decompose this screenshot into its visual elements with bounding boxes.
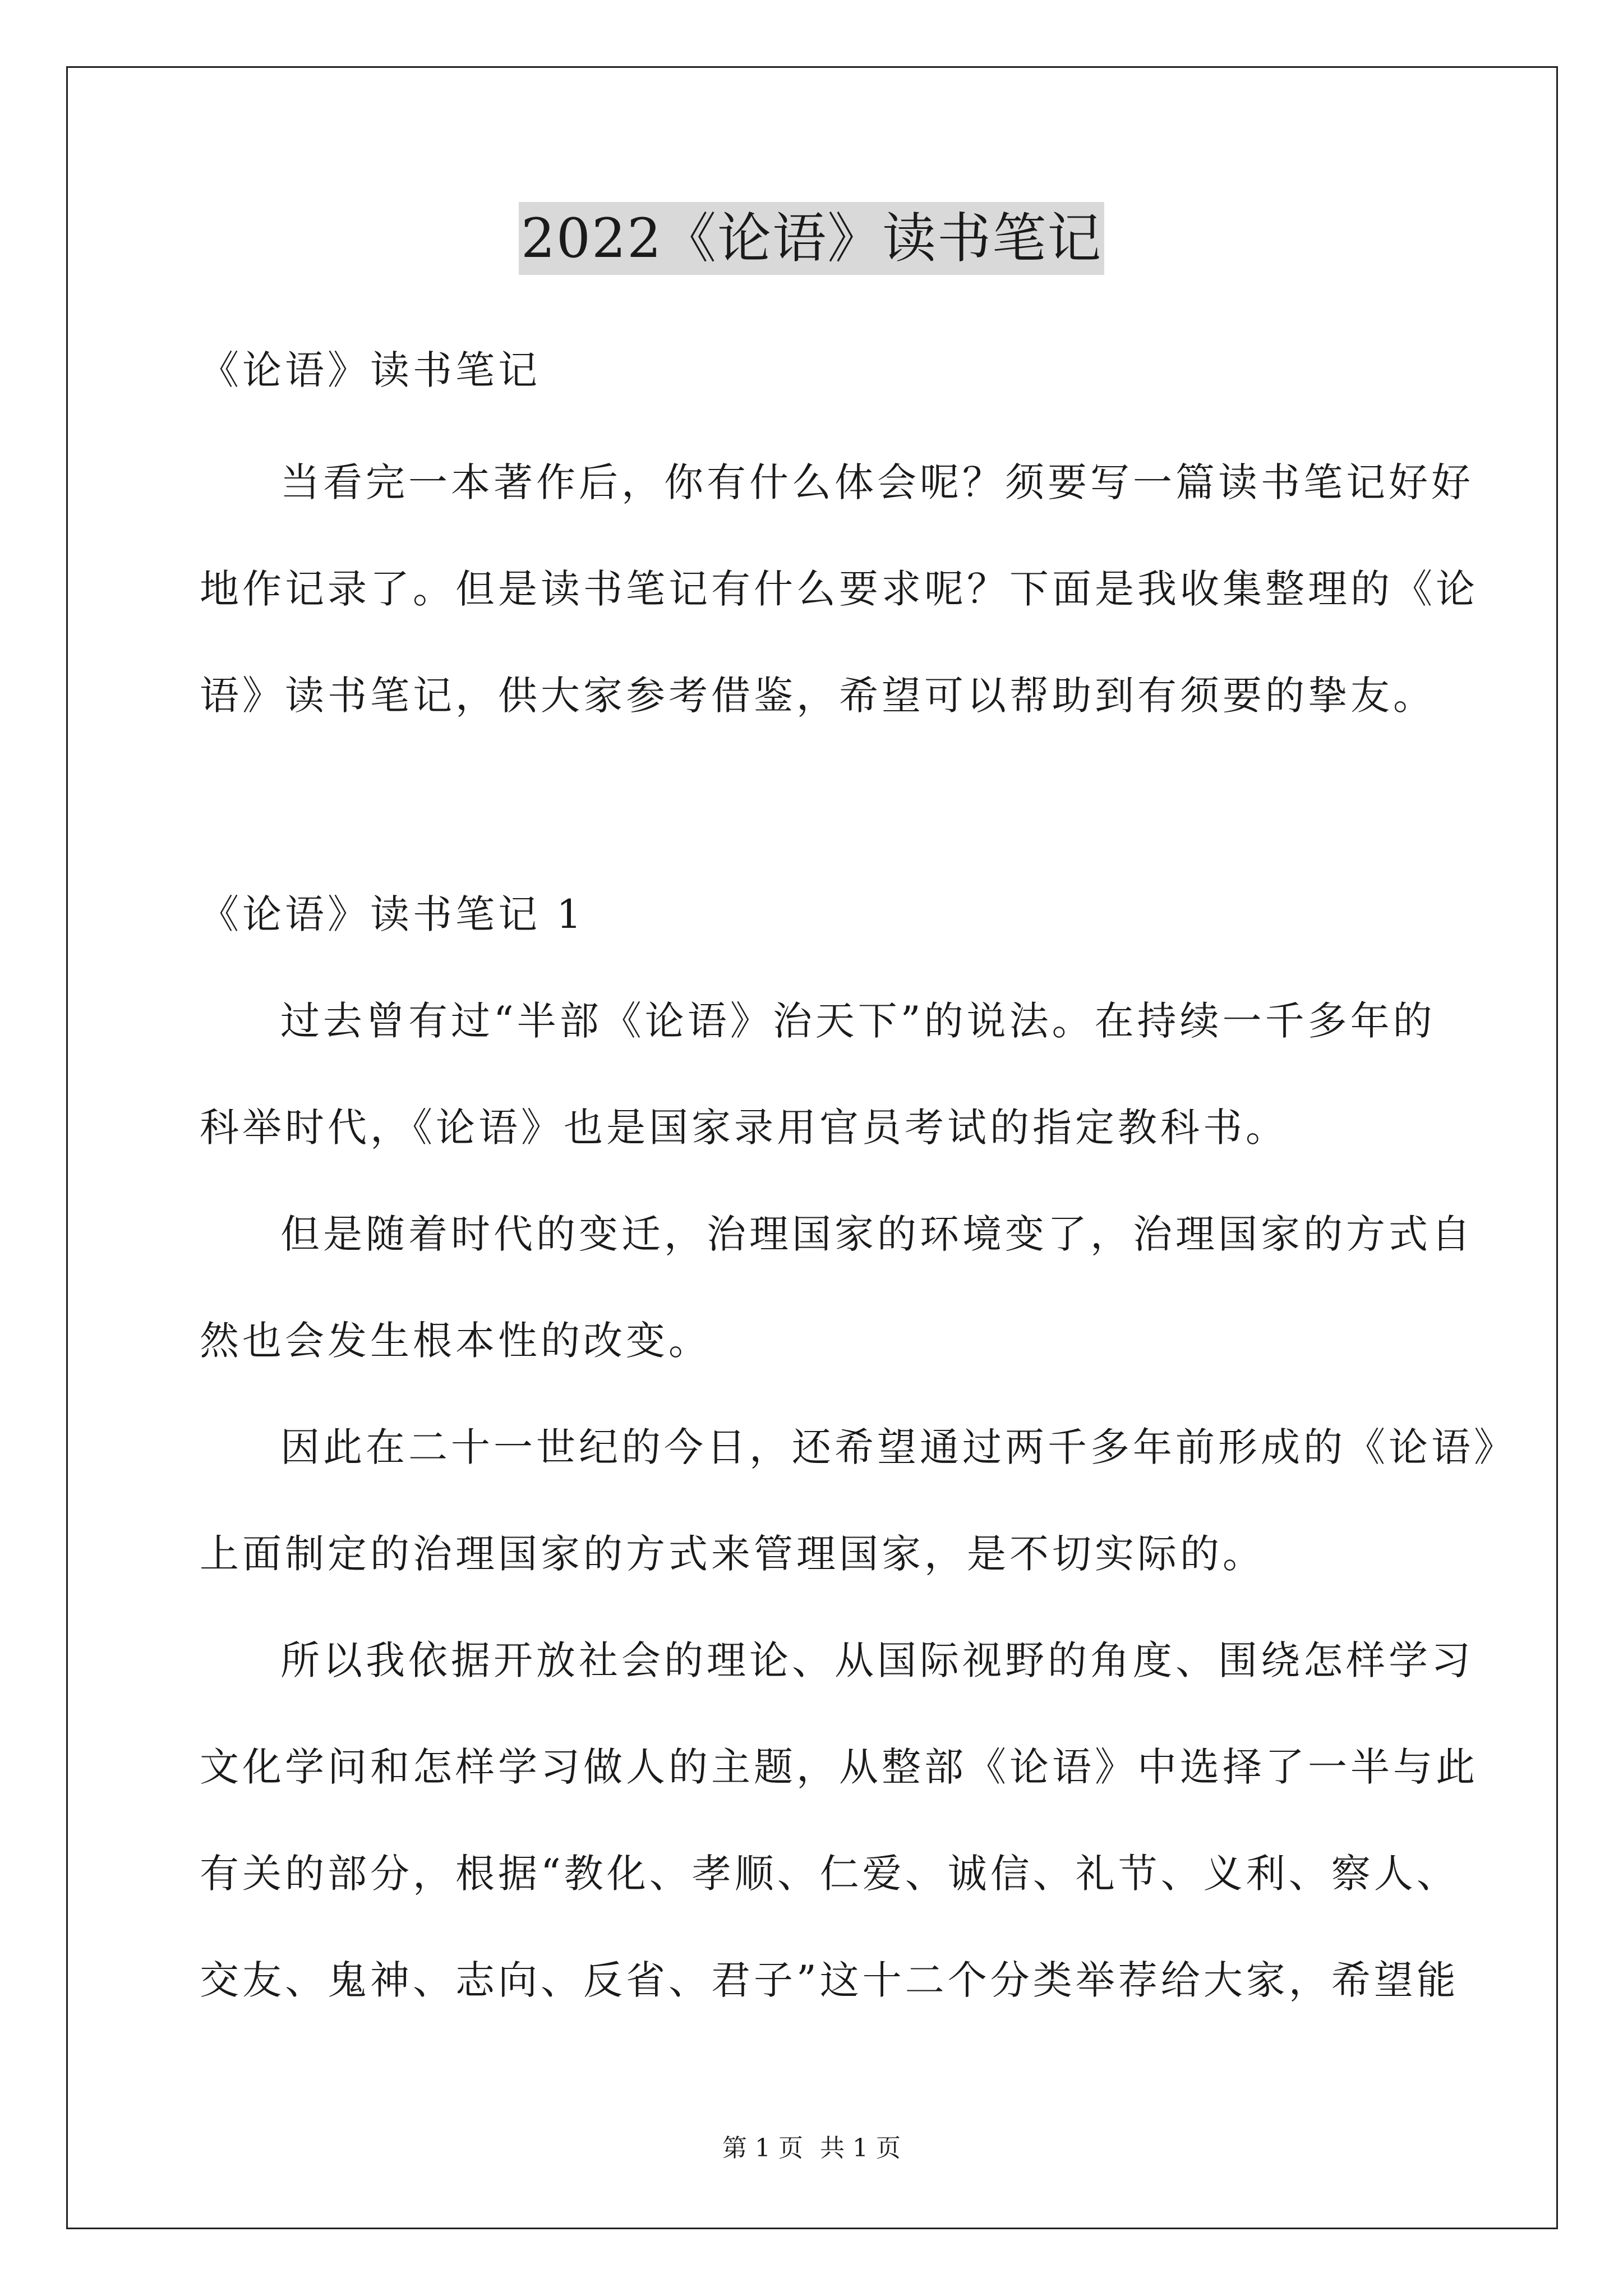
para4-line-1: 所以我依据开放社会的理论、从国际视野的角度、围绕怎样学习 [280,1637,1474,1683]
para1-line-1: 过去曾有过“半部《论语》治天下”的说法。在持续一千多年的 [280,998,1436,1044]
document-title: 2022《论语》读书笔记 [519,202,1104,275]
para2-line-1: 但是随着时代的变迁，治理国家的环境变了，治理国家的方式自 [280,1211,1474,1257]
intro-line-3: 语》读书笔记，供大家参考借鉴，希望可以帮助到有须要的挚友。 [200,673,1436,719]
para3-line-1: 因此在二十一世纪的今日，还希望通过两千多年前形成的《论语》 [280,1424,1516,1470]
para3-line-2: 上面制定的治理国家的方式来管理国家，是不切实际的。 [200,1531,1265,1577]
para4-line-4: 交友、鬼神、志向、反省、君子”这十二个分类举荐给大家，希望能 [200,1957,1459,2003]
page-number: 第 1 页 [722,2134,803,2162]
para2-line-2: 然也会发生根本性的改变。 [200,1318,711,1364]
para4-line-2: 文化学问和怎样学习做人的主题，从整部《论语》中选择了一半与此 [200,1744,1478,1790]
title-block [0,202,1623,275]
page-footer [0,2132,1623,2165]
subtitle-line: 《论语》读书笔记 [200,347,541,393]
page-count: 共 1 页 [820,2134,901,2162]
para4-line-3: 有关的部分，根据“教化、孝顺、仁爱、诚信、礼节、义利、察人、 [200,1851,1459,1897]
para1-line-2: 科举时代，《论语》也是国家录用官员考试的指定教科书。 [200,1105,1288,1151]
intro-line-2: 地作记录了。但是读书笔记有什么要求呢？下面是我收集整理的《论 [200,566,1478,612]
intro-line-1: 当看完一本著作后，你有什么体会呢？须要写一篇读书笔记好好 [280,459,1474,505]
section-heading: 《论语》读书笔记 1 [200,891,585,937]
